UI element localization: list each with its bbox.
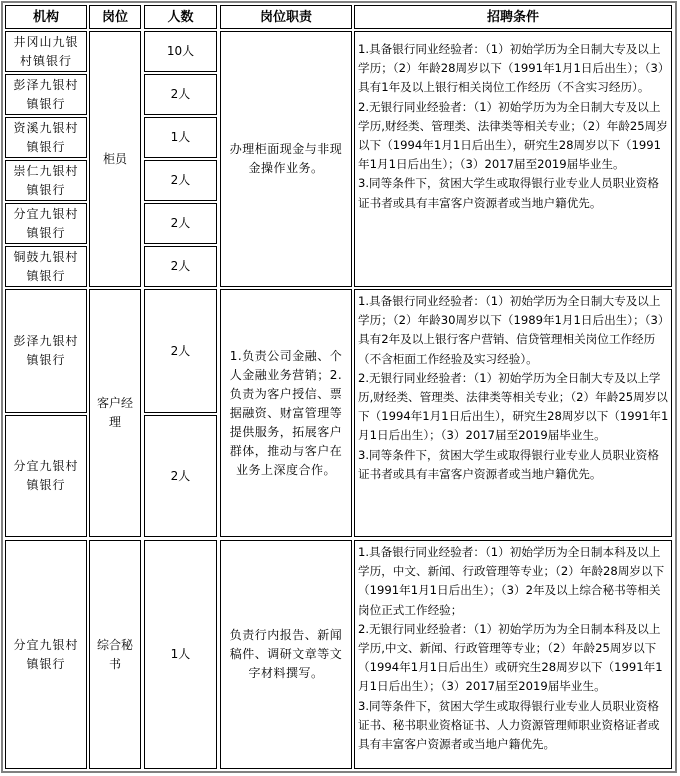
org-cell: 分宜九银村镇银行 (5, 415, 87, 537)
header-requirements: 招聘条件 (354, 5, 672, 29)
count-cell: 2人 (144, 415, 217, 537)
count-cell: 2人 (144, 289, 217, 413)
org-cell: 分宜九银村镇银行 (5, 203, 87, 244)
requirement-item: 2.无银行同业经验者：（1）初始学历为为全日制大专及以上学历,财经类、管理类、法律类等相关专业；（2）年龄25周岁以下（1994年1月1日后出生），研究生28周岁以下（1991年1月1日后出生）；（3）2017届至2019届毕业生。 (358, 99, 668, 172)
org-cell: 彭泽九银村镇银行 (5, 289, 87, 413)
header-duty: 岗位职责 (220, 5, 352, 29)
requirement-item: 1.具备银行同业经验者：（1）初始学历为全日制本科及以上学历，中文、新闻、行政管理等专业；（2）年龄28周岁以下（1991年1月1日后出生）；（3）2年及以上综合秘书等相关岗位正式工作经验； (358, 545, 665, 617)
header-org: 机构 (5, 5, 87, 29)
requirements-cell-secretary (354, 540, 672, 769)
position-cell-manager: 客户经理 (89, 289, 141, 537)
requirement-item: 1.具备银行同业经验者：（1）初始学历为全日制大专及以上学历；（2）年龄28周岁以下（1991年1月1日后出生）；（3）具有1年及以上银行相关岗位工作经历（不含实习经历）。 (358, 42, 670, 95)
position-cell-teller: 柜员 (89, 31, 141, 287)
count-cell: 2人 (144, 160, 217, 201)
header-position: 岗位 (89, 5, 141, 29)
count-cell: 1人 (144, 540, 217, 769)
org-cell: 井冈山九银村镇银行 (5, 31, 87, 72)
requirements-cell-teller (354, 31, 672, 287)
org-cell: 崇仁九银村镇银行 (5, 160, 87, 201)
count-cell: 2人 (144, 246, 217, 287)
count-cell: 2人 (144, 203, 217, 244)
requirement-item: 2.无银行同业经验者：（1）初始学历为全日制大专及以上学历,财经类、管理类、法律类等相关专业；（2）年龄25周岁以下（1994年1月1日后出生），研究生28周岁以下（1991年1月1日后出生）；（3）2017届至2019届毕业生。 (358, 370, 669, 443)
org-cell: 彭泽九银村镇银行 (5, 74, 87, 115)
requirement-item: 2.无银行同业经验者：（1）初始学历为为全日制本科及以上学历,中文、新闻、行政管理等专业；（2）年龄25周岁以下（1994年1月1日后出生）或研究生28周岁以下（1991年1月1日后出生）；（3）2017届至2019届毕业生。 (358, 621, 663, 694)
requirement-item: 3.同等条件下，贫困大学生或取得银行业专业人员职业资格证书者或具有丰富客户资源者或当地户籍优先。 (358, 447, 659, 481)
org-cell: 铜鼓九银村镇银行 (5, 246, 87, 287)
header-count: 人数 (144, 5, 217, 29)
duty-cell-secretary: 负责行内报告、新闻稿件、调研文章等文字材料撰写。 (220, 540, 352, 769)
count-cell: 10人 (144, 31, 217, 72)
org-cell: 分宜九银村镇银行 (5, 540, 87, 769)
requirements-cell-manager (354, 289, 672, 537)
count-cell: 2人 (144, 74, 217, 115)
count-cell: 1人 (144, 117, 217, 158)
duty-cell-teller: 办理柜面现金与非现金操作业务。 (220, 31, 352, 287)
duty-cell-manager: 1.负责公司金融、个人金融业务营销；2.负责为客户授信、票据融资、财富管理等提供服务，拓展客户群体，推动与客户在业务上深度合作。 (220, 289, 352, 537)
requirement-item: 1.具备银行同业经验者：（1）初始学历为全日制大专及以上学历；（2）年龄30周岁以下（1989年1月1日后出生）；（3）具有2年及以上银行客户营销、信贷管理相关岗位工作经历（不含柜面工作经验及实习经验）。 (358, 294, 670, 366)
requirement-item: 3.同等条件下，贫困大学生或取得银行业专业人员职业资格证书者或具有丰富客户资源者或当地户籍优先。 (358, 176, 659, 210)
org-cell: 资溪九银村镇银行 (5, 117, 87, 158)
position-cell-secretary: 综合秘书 (89, 540, 141, 769)
requirement-item: 3.同等条件下，贫困大学生或取得银行业专业人员职业资格证书、秘书职业资格证书、人力资源管理师职业资格证者或具有丰富客户资源者或当地户籍优先。 (358, 698, 660, 752)
